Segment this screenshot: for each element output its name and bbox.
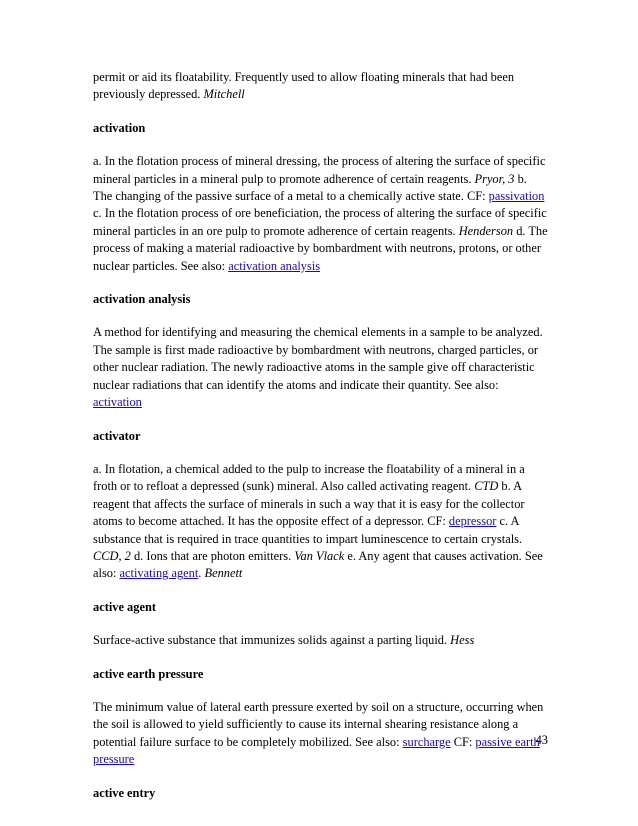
link-depressor[interactable]: depressor [448,514,497,529]
definition-text: c. In the flotation process of ore beneficiation, the process of altering the surface of specific mineral particles in an ore pulp to promote adherence of certain reagents. [93,206,547,238]
definition-activation-analysis [93,324,548,411]
glossary-content [93,69,548,818]
definition-text: . [198,566,205,581]
definition-activation [93,153,548,275]
link-surcharge[interactable]: surcharge [402,734,451,749]
term-heading-activation-analysis: activation analysis [93,292,191,307]
link-activation[interactable]: activation [93,395,142,410]
definition-text: CF: [450,734,476,749]
source-citation: CCD, 2 [93,548,131,563]
link-passivation[interactable]: passivation [488,189,545,204]
definition-text: a. In the flotation process of mineral dressing, the process of altering the surface of specific mineral particles in a mineral pulp to promote adherence of certain reagents. [93,154,546,186]
source-citation: CTD [474,479,499,494]
definition-text: e. Any agent that causes activation. See also: [93,548,543,581]
term-heading-activator: activator [93,428,141,443]
definition-text: b. The changing of the passive surface of a metal to a chemically active state. CF: [93,171,527,204]
term-heading-active-earth-pressure: active earth pressure [93,666,204,681]
link-passive-earth-pressure[interactable]: passive earth pressure [93,734,540,767]
source-citation: Pryor, 3 [474,171,515,186]
definition-active-earth-pressure [93,699,548,769]
definition-text: d. The process of making a material radioactive by bombardment with neutrons, protons, or other nuclear particles. See also: [93,223,548,273]
definition-text: A method for identifying and measuring the chemical elements in a sample to be analyzed. The sample is first made radioactive by bombardment with neutrons, charged particles, or other nuclear radiation. The newly radioactive atoms in the sample give off characteristic nuclear radiations that can identify the atoms and indicate their quantity. See also: [93,325,543,392]
term-heading-active-entry: active entry [93,785,156,800]
page-number: 43 [535,733,548,747]
term-heading-activation: activation [93,120,146,135]
source-citation: Hess [450,633,475,648]
definition-text: Surface-active substance that immunizes solids against a parting liquid. [93,633,451,648]
definition-text: permit or aid its floatability. Frequently used to allow floating minerals that had been previously depressed. [93,70,515,102]
source-citation: Bennett [204,566,243,581]
link-activating-agent[interactable]: activating agent [119,566,199,581]
continued-definition [93,69,548,104]
term-heading-active-agent: active agent [93,599,156,614]
link-activation-analysis[interactable]: activation analysis [228,258,321,273]
source-citation: Mitchell [203,87,245,102]
definition-text: a. In flotation, a chemical added to the pulp to increase the floatability of a mineral in a froth or to refloat a depressed (sunk) mineral. Also called activating reagent. [93,461,525,494]
source-citation: Henderson [458,223,514,238]
definition-text: d. Ions that are photon emitters. [130,548,295,563]
source-citation: Van Vlack [294,548,345,563]
definition-activator [93,461,548,583]
definition-text: b. A reagent that affects the surface of minerals in such a way that it is easy for the collector atoms to become attached. It has the opposite effect of a depressor. CF: [93,479,525,529]
definition-text: The minimum value of lateral earth pressure exerted by soil on a structure, occurring when the soil is allowed to yield sufficiently to cause its internal shearing resistance along a potential failure surface to be completely mobilized. See also: [93,699,544,749]
definition-text: c. A substance that is required in trace quantities to impart luminescence to certain crystals. [93,514,523,546]
definition-active-agent [93,632,548,649]
